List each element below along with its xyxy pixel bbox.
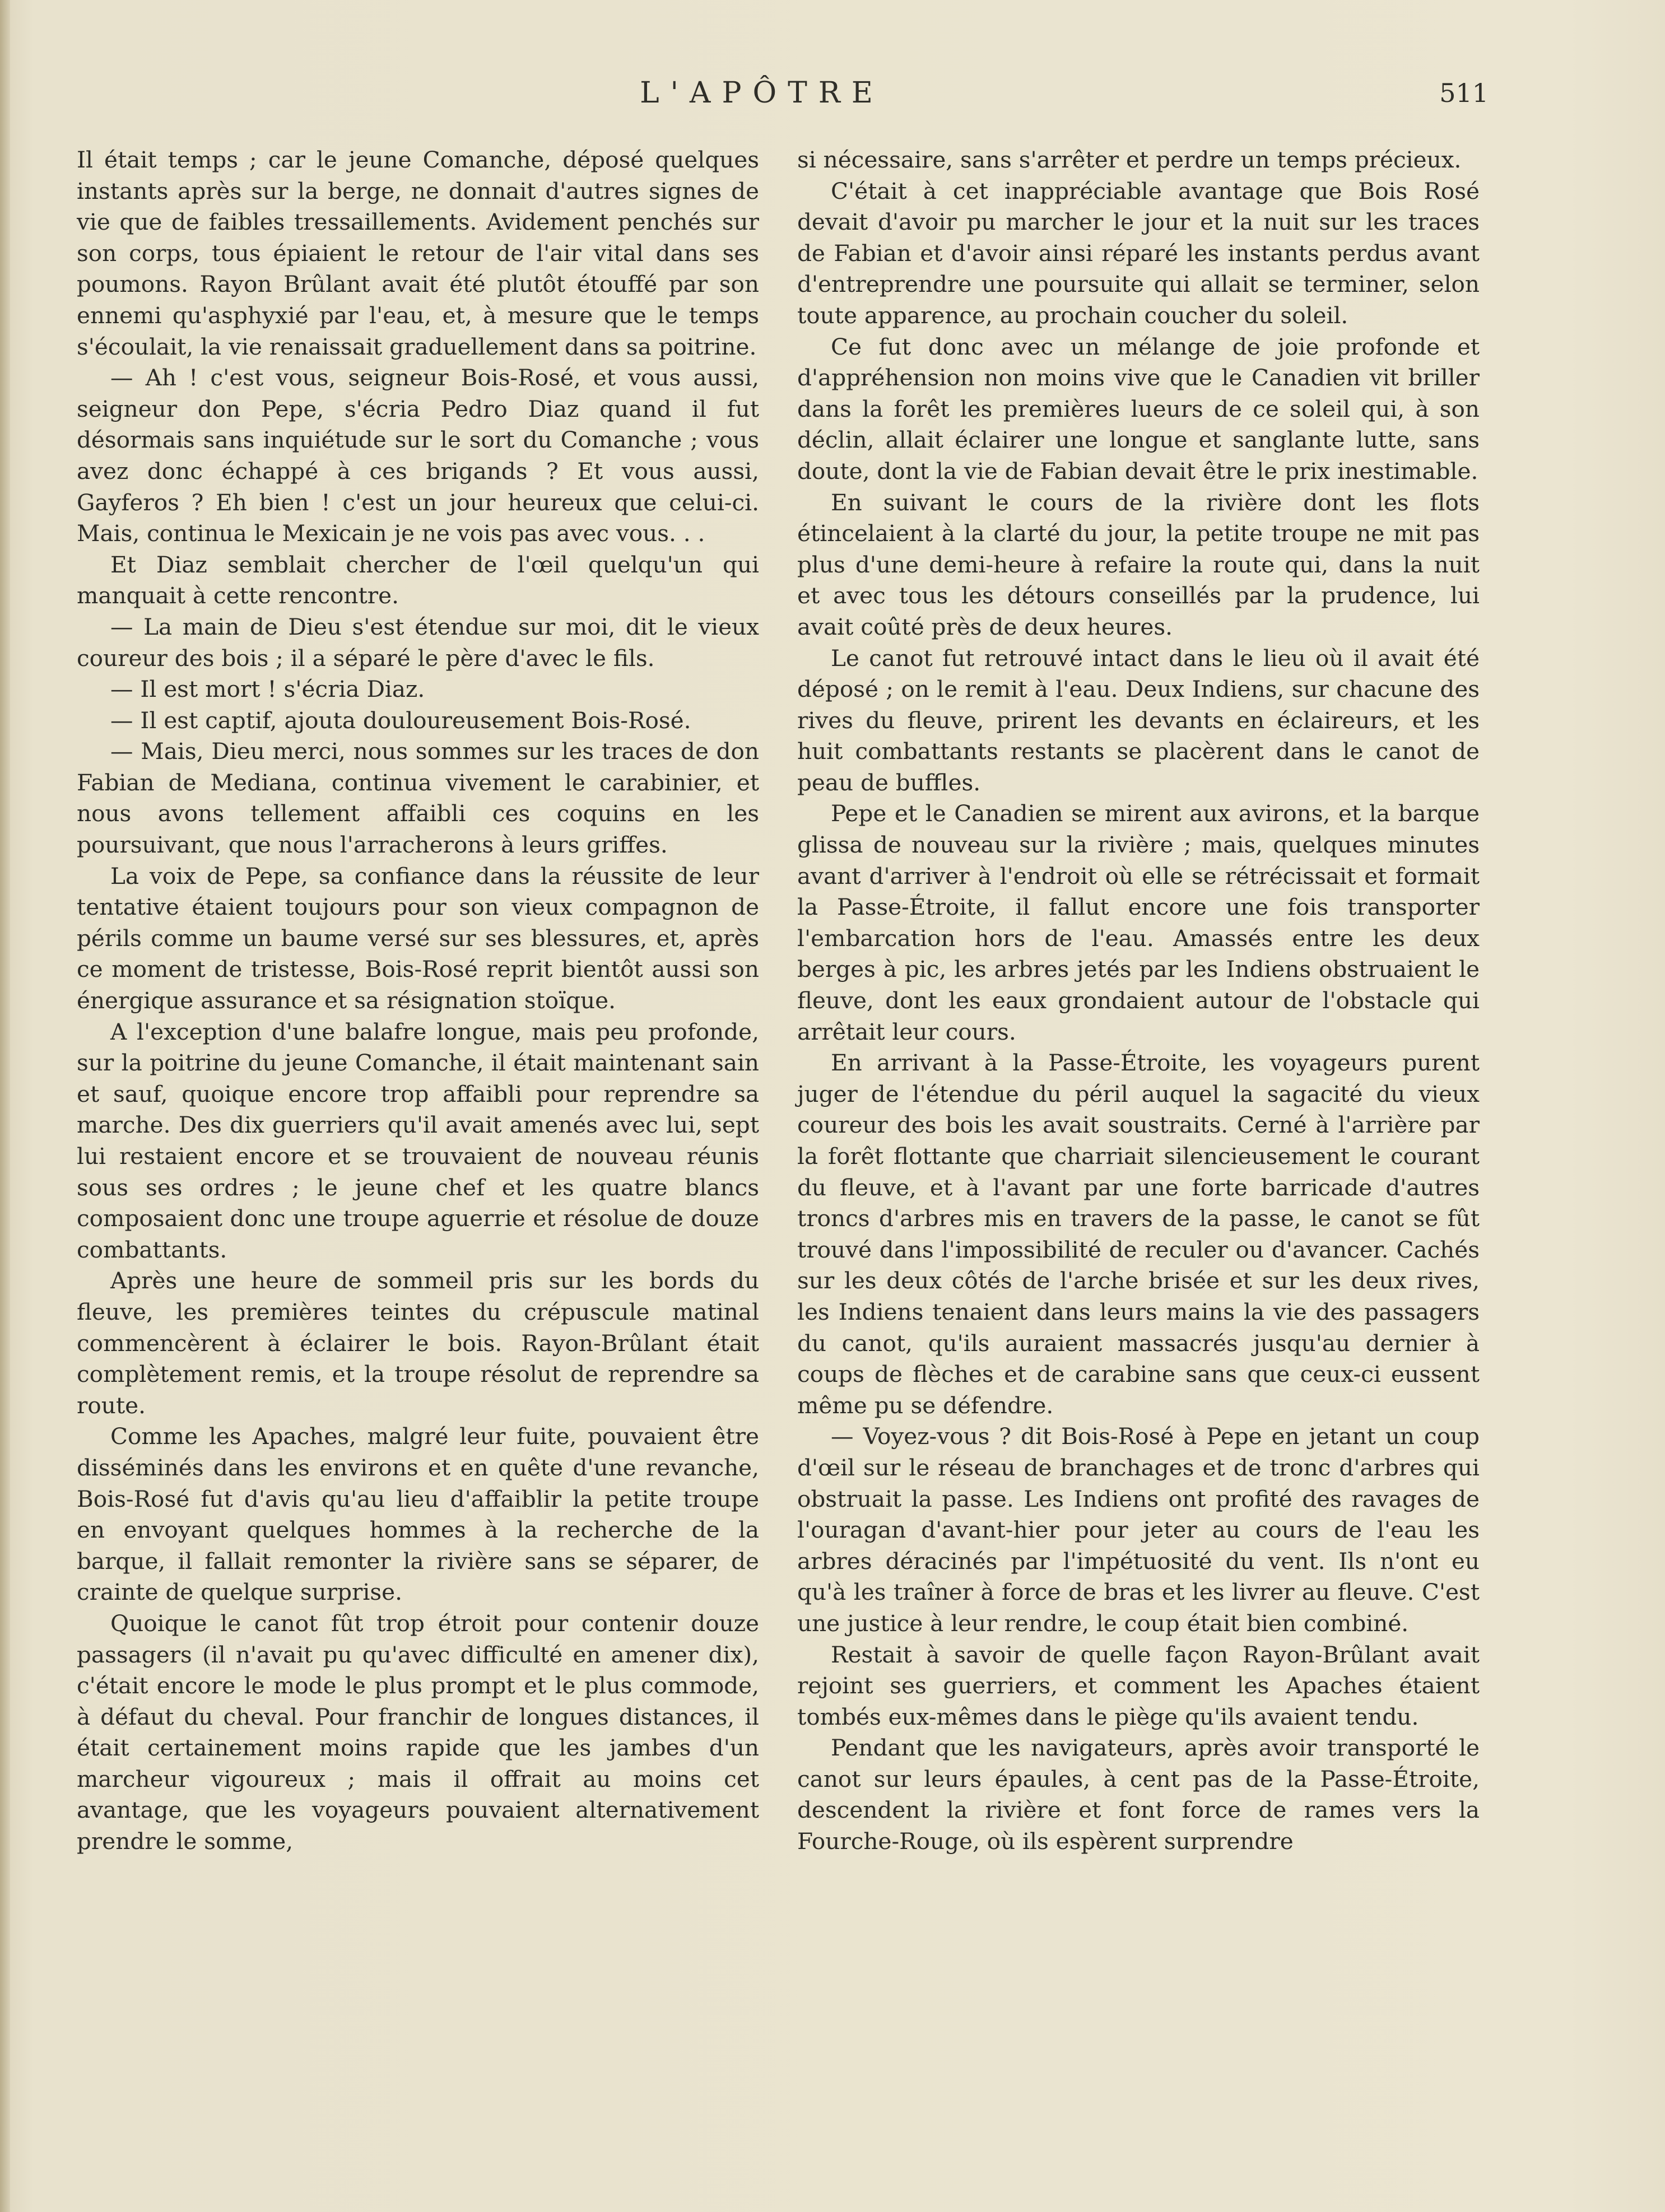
paragraph: C'était à cet inappréciable avantage que Bois Rosé devait d'avoir pu marcher le jour et la nuit sur les traces de Fabian et d'avoir ainsi réparé les instants perdus avant d'entreprendre une poursuite qui allait se terminer, selon toute apparence, au prochain coucher du soleil. bbox=[797, 177, 1480, 329]
paragraph: — Il est mort ! s'écria Diaz. bbox=[110, 676, 425, 703]
paragraph: Comme les Apaches, malgré leur fuite, pouvaient être disséminés dans les environs et en quête d'une revanche, Bois-Rosé fut d'avis qu'au lieu d'affaiblir la petite troupe en envoyant quelques hommes à la recherche de la barque, il fallait remonter la rivière sans se séparer, de crainte de quelque surprise. bbox=[77, 1423, 759, 1606]
paragraph: — Ah ! c'est vous, seigneur Bois-Rosé, et vous aussi, seigneur don Pepe, s'écria Pedro Diaz quand il fut désormais sans inquiétude sur le sort du Comanche ; vous avez donc échappé à ces brigands ? Et vous aussi, Gayferos ? Eh bien ! c'est un jour heureux que celui-ci. Mais, continua le Mexicain je ne vois pas avec vous. . . bbox=[77, 364, 759, 547]
paragraph: Quoique le canot fût trop étroit pour contenir douze passagers (il n'avait pu qu'avec difficulté en amener dix), c'était encore le mode le plus prompt et le plus commode, à défaut du cheval. Pour franchir de longues distances, il était certainement moins rapide que les jambes d'un marcheur vigoureux ; mais il offrait au moins cet avantage, que les voyageurs pouvaient alternativement prendre le somme, bbox=[77, 1609, 759, 1855]
paragraph: Pepe et le Canadien se mirent aux avirons, et la barque glissa de nouveau sur la rivière ; mais, quelques minutes avant d'arriver à l'endroit où elle se rétrécissait et formait la Passe-Étroite, il fallut encore une fois transporter l'embarcation hors de l'eau. Amassés entre les deux berges à pic, les arbres jetés par les Indiens obstruaient le fleuve, dont les eaux grondaient autour de l'obstacle qui arrêtait leur cours. bbox=[797, 800, 1480, 1045]
paragraph: Et Diaz semblait chercher de l'œil quelqu'un qui manquait à cette rencontre. bbox=[77, 551, 759, 609]
paragraph: Pendant que les navigateurs, après avoir transporté le canot sur leurs épaules, à cent pas de la Passe-Étroite, descendent la rivière et font force de rames vers la Fourche-Rouge, où ils espèrent surprendre bbox=[797, 1734, 1480, 1855]
running-title: L'APÔTRE bbox=[640, 76, 884, 110]
paragraph: Le canot fut retrouvé intact dans le lieu où il avait été déposé ; on le remit à l'eau. Deux Indiens, sur chacune des rives du fleuve, prirent les devants en éclaireurs, et les huit combattants restants se placèrent dans le canot de peau de buffles. bbox=[797, 644, 1480, 796]
page-number: 511 bbox=[1439, 78, 1489, 108]
paragraph: En arrivant à la Passe-Étroite, les voyageurs purent juger de l'étendue du péril auquel la sagacité du vieux coureur des bois les avait soustraits. Cerné à l'arrière par la forêt flottante que charriait silencieusement le courant du fleuve, et à l'avant par une forte barricade d'autres troncs d'arbres mis en travers de la passe, le canot se fût trouvé dans l'impossibilité de reculer ou d'avancer. Cachés sur les deux côtés de l'arche brisée et sur les deux rives, les Indiens tenaient dans leurs mains la vie des passagers du canot, qu'ils auraient massacrés jusqu'au dernier à coups de flèches et de carabine sans que ceux-ci eussent même pu se défendre. bbox=[797, 1049, 1480, 1419]
paragraph: si nécessaire, sans s'arrêter et perdre un temps précieux. bbox=[797, 146, 1462, 173]
paragraph: Il était temps ; car le jeune Comanche, déposé quelques instants après sur la berge, ne donnait d'autres signes de vie que de faibles tressaillements. Avidement penchés sur son corps, tous épiaient le retour de l'air vital dans ses poumons. Rayon Brûlant avait été plutôt étouffé par son ennemi qu'asphyxié par l'eau, et, à mesure que le temps s'écoulait, la vie renaissait graduellement dans sa poitrine. bbox=[77, 146, 759, 360]
paragraph: — Il est captif, ajouta douloureusement Bois-Rosé. bbox=[110, 706, 691, 734]
paragraph: En suivant le cours de la rivière dont les flots étincelaient à la clarté du jour, la petite troupe ne mit pas plus d'une demi-heure à refaire la route qui, dans la nuit et avec tous les détours conseillés par la prudence, lui avait coûté près de deux heures. bbox=[797, 488, 1480, 640]
paragraph: A l'exception d'une balafre longue, mais peu profonde, sur la poitrine du jeune Comanche, il était maintenant sain et sauf, quoique encore trop affaibli pour reprendre sa marche. Des dix guerriers qu'il avait amenés avec lui, sept lui restaient encore et se trouvaient de nouveau réunis sous ses ordres ; le jeune chef et les quatre blancs composaient donc une troupe aguerrie et résolue de douze combattants. bbox=[77, 1018, 759, 1263]
left-text-column bbox=[77, 145, 759, 1857]
paragraph: — La main de Dieu s'est étendue sur moi, dit le vieux coureur des bois ; il a séparé le père d'avec le fils. bbox=[77, 613, 759, 672]
paragraph: — Mais, Dieu merci, nous sommes sur les traces de don Fabian de Mediana, continua vivement le carabinier, et nous avons tellement affaibli ces coquins en les poursuivant, que nous l'arracherons à leurs griffes. bbox=[77, 738, 759, 859]
paragraph: — Voyez-vous ? dit Bois-Rosé à Pepe en jetant un coup d'œil sur le réseau de branchages et de tronc d'arbres qui obstruait la passe. Les Indiens ont profité des ravages de l'ouragan d'avant-hier pour jeter au cours de l'eau les arbres déracinés par l'impétuosité du vent. Ils n'ont eu qu'à les traîner à force de bras et les livrer au fleuve. C'est une justice à leur rendre, le coup était bien combiné. bbox=[797, 1423, 1480, 1637]
right-text-column bbox=[797, 145, 1480, 1857]
paragraph: La voix de Pepe, sa confiance dans la réussite de leur tentative étaient toujours pour son vieux compagnon de périls comme un baume versé sur ses blessures, et, après ce moment de tristesse, Bois-Rosé reprit bientôt aussi son énergique assurance et sa résignation stoïque. bbox=[77, 862, 759, 1014]
page-binding-edge bbox=[0, 0, 10, 2212]
paragraph: Restait à savoir de quelle façon Rayon-Brûlant avait rejoint ses guerriers, et comment les Apaches étaient tombés eux-mêmes dans le piège qu'ils avaient tendu. bbox=[797, 1641, 1480, 1730]
paragraph: Ce fut donc avec un mélange de joie profonde et d'appréhension non moins vive que le Canadien vit briller dans la forêt les premières lueurs de ce soleil qui, à son déclin, allait éclairer une longue et sanglante lutte, sans doute, dont la vie de Fabian devait être le prix inestimable. bbox=[797, 333, 1480, 485]
paragraph: Après une heure de sommeil pris sur les bords du fleuve, les premières teintes du crépuscule matinal commencèrent à éclairer le bois. Rayon-Brûlant était complètement remis, et la troupe résolut de reprendre sa route. bbox=[77, 1267, 759, 1419]
